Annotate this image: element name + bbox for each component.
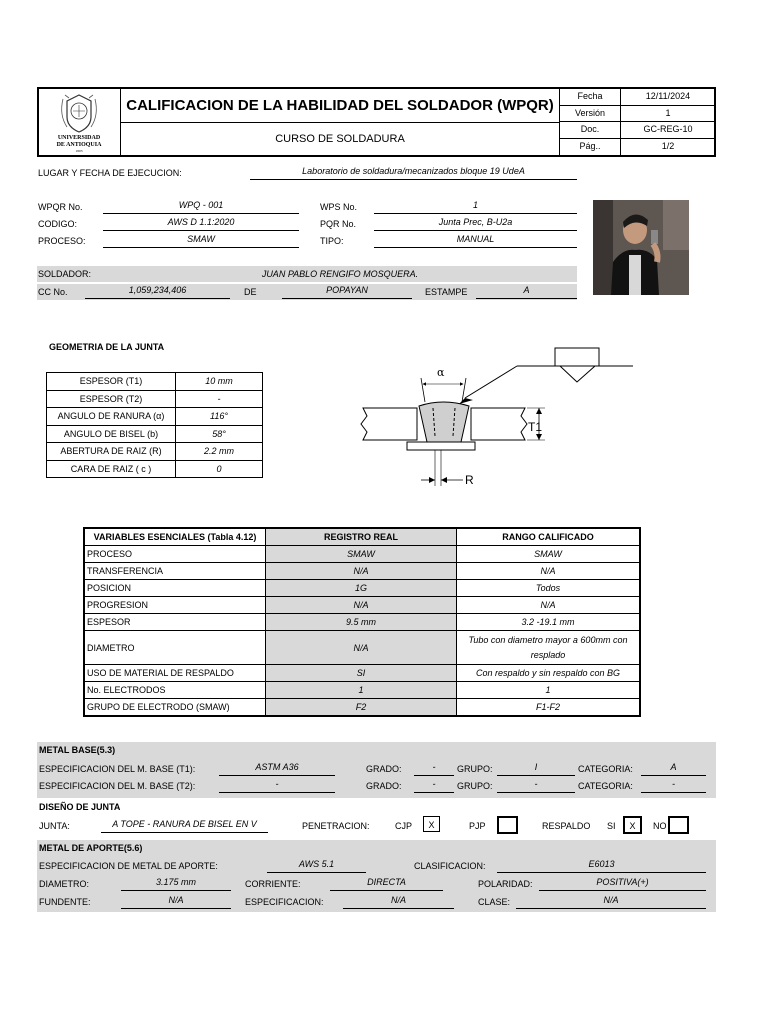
filler-spec-value: AWS 5.1 [267, 859, 366, 873]
variable-range: F1-F2 [457, 699, 641, 717]
seal-icon [62, 95, 97, 132]
cc-label: CC No. [38, 287, 68, 297]
variable-real: N/A [266, 597, 457, 614]
geometry-label: CARA DE RAIZ ( c ) [47, 460, 176, 478]
grupo-label: GRUPO: [457, 764, 493, 774]
grado-label: GRADO: [366, 764, 402, 774]
pjp-checkbox[interactable] [497, 816, 518, 834]
logo-text-line3: 1803 [75, 149, 83, 153]
no-label: NO [653, 821, 667, 831]
geometry-label: ANGULO DE RANURA (α) [47, 408, 176, 426]
meta-label: Doc. [560, 122, 621, 138]
pjp-label: PJP [469, 821, 486, 831]
proceso-value: SMAW [103, 234, 299, 248]
clase-value: N/A [516, 895, 706, 909]
meta-label: Versión [560, 106, 621, 122]
base-spec-value-t2: - [219, 779, 335, 793]
table-row [84, 546, 640, 563]
grado-label: GRADO: [366, 781, 402, 791]
geometry-value: 10 mm [176, 373, 263, 391]
table-row [47, 460, 263, 478]
geometry-value: 0 [176, 460, 263, 478]
person-photo-icon [593, 200, 689, 295]
soldador-value: JUAN PABLO RENGIFO MOSQUERA. [261, 269, 419, 279]
variable-name: USO DE MATERIAL DE RESPALDO [84, 665, 266, 682]
penetracion-label: PENETRACION: [302, 821, 370, 831]
diametro-label: DIAMETRO: [39, 879, 90, 889]
codigo-label: CODIGO: [38, 219, 78, 229]
variable-name: ESPESOR [84, 614, 266, 631]
variable-real: 9.5 mm [266, 614, 457, 631]
pqr-value: Junta Prec, B-U2a [374, 217, 577, 231]
clasificacion-value: E6013 [497, 859, 706, 873]
de-value: POPAYAN [282, 285, 412, 299]
clase-label: CLASE: [478, 897, 511, 907]
meta-row-page [560, 139, 715, 156]
essential-variables-table [83, 527, 641, 717]
variable-real: SI [266, 665, 457, 682]
table-row [84, 631, 640, 665]
page-subtitle: CURSO DE SOLDADURA [275, 133, 405, 145]
table-row [84, 682, 640, 699]
variable-real: N/A [266, 563, 457, 580]
alpha-label: α [437, 366, 445, 379]
location-label: LUGAR Y FECHA DE EJECUCION: [38, 168, 182, 178]
joint-diagram [355, 340, 645, 495]
table-row [47, 408, 263, 426]
codigo-value: AWS D 1.1:2020 [103, 217, 299, 231]
meta-value: GC-REG-10 [643, 124, 693, 134]
geometry-title: GEOMETRIA DE LA JUNTA [49, 342, 165, 352]
junta-value: A TOPE - RANURA DE BISEL EN V [101, 819, 268, 833]
base-spec-value-t1: ASTM A36 [219, 762, 335, 776]
variable-name: DIAMETRO [84, 631, 266, 665]
meta-value: 12/11/2024 [645, 91, 691, 101]
geometry-value: 58° [176, 425, 263, 443]
variable-name: POSICION [84, 580, 266, 597]
variable-range: SMAW [457, 546, 641, 563]
meta-label: Pág.. [560, 139, 621, 156]
variable-name: GRUPO DE ELECTRODO (SMAW) [84, 699, 266, 717]
table-row [47, 443, 263, 461]
geometry-label: ABERTURA DE RAIZ (R) [47, 443, 176, 461]
variable-real: 1 [266, 682, 457, 699]
geometry-table [46, 372, 263, 478]
geometry-label: ESPESOR (T2) [47, 390, 176, 408]
proceso-label: PROCESO: [38, 236, 86, 246]
table-row [84, 597, 640, 614]
variable-range: 3.2 -19.1 mm [457, 614, 641, 631]
t1-label: T1 [528, 420, 543, 434]
variable-real: 1G [266, 580, 457, 597]
table-row [84, 580, 640, 597]
meta-value: 1/2 [661, 140, 675, 151]
table-row [84, 563, 640, 580]
table-row [84, 614, 640, 631]
variable-range: 1 [457, 682, 641, 699]
variable-range: N/A [457, 597, 641, 614]
pqr-label: PQR No. [320, 219, 357, 229]
column-header: RANGO CALIFICADO [457, 528, 641, 546]
tipo-value: MANUAL [374, 234, 577, 248]
grado-value: - [414, 779, 454, 793]
table-row [47, 390, 263, 408]
university-logo [39, 89, 121, 155]
wps-value: 1 [374, 200, 577, 214]
corriente-value: DIRECTA [330, 877, 443, 891]
categoria-label: CATEGORIA: [578, 764, 633, 774]
meta-row-fecha [560, 89, 715, 106]
revision-table [559, 89, 715, 155]
variable-real: N/A [266, 631, 457, 665]
logo-text-line2: DE ANTIOQUIA [56, 142, 102, 148]
page-title: CALIFICACION DE LA HABILIDAD DEL SOLDADOR (WPQR) [121, 89, 559, 123]
no-checkbox[interactable] [668, 816, 689, 834]
cjp-label: CJP [395, 821, 413, 831]
geometry-value: - [176, 390, 263, 408]
table-row [47, 425, 263, 443]
grado-value: - [414, 762, 454, 776]
base-metal-title: METAL BASE(5.3) [39, 745, 116, 755]
geometry-label: ESPESOR (T1) [47, 373, 176, 391]
wpqr-label: WPQR No. [38, 202, 83, 212]
cjp-checkbox[interactable]: X [423, 816, 440, 832]
meta-row-doc [560, 122, 715, 139]
table-row [84, 665, 640, 682]
cc-value: 1,059,234,406 [85, 285, 230, 299]
si-checkbox[interactable]: X [623, 816, 642, 834]
categoria-value: A [641, 762, 706, 776]
wps-label: WPS No. [320, 202, 358, 212]
table-row [84, 699, 640, 717]
grupo-value: I [497, 762, 575, 776]
variable-range: Todos [457, 580, 641, 597]
fundente-label: FUNDENTE: [39, 897, 91, 907]
meta-value: 1 [665, 107, 671, 118]
variable-name: PROCESO [84, 546, 266, 563]
de-label: DE [244, 287, 257, 297]
meta-label: Fecha [560, 89, 621, 105]
filler-spec-label: ESPECIFICACION DE METAL DE APORTE: [39, 861, 218, 871]
meta-row-version [560, 106, 715, 123]
corriente-label: CORRIENTE: [245, 879, 301, 889]
estampe-value: A [476, 285, 577, 299]
si-label: SI [607, 821, 616, 831]
column-header: REGISTRO REAL [266, 528, 457, 546]
geometry-value: 116° [176, 408, 263, 426]
wpqr-value: WPQ - 001 [103, 200, 299, 214]
variable-name: TRANSFERENCIA [84, 563, 266, 580]
variable-range: Con respaldo y sin respaldo con BG [457, 665, 641, 682]
estampe-label: ESTAMPE [425, 287, 468, 297]
grupo-label: GRUPO: [457, 781, 493, 791]
variable-real: SMAW [266, 546, 457, 563]
column-header: VARIABLES ESENCIALES (Tabla 4.12) [84, 528, 266, 546]
variable-real: F2 [266, 699, 457, 717]
polaridad-value: POSITIVA(+) [539, 877, 706, 891]
geometry-label: ANGULO DE BISEL (b) [47, 425, 176, 443]
filler-title: METAL DE APORTE(5.6) [39, 843, 143, 853]
tipo-label: TIPO: [320, 236, 344, 246]
logo-text-line1: UNIVERSIDAD [57, 135, 101, 141]
joint-design-title: DISEÑO DE JUNTA [39, 802, 121, 812]
variable-range: N/A [457, 563, 641, 580]
categoria-label: CATEGORIA: [578, 781, 633, 791]
welder-photo [593, 200, 689, 295]
base-spec-label-t1: ESPECIFICACION DEL M. BASE (T1): [39, 764, 196, 774]
table-header-row [84, 528, 640, 546]
polaridad-label: POLARIDAD: [478, 879, 533, 889]
grupo-value: - [497, 779, 575, 793]
r-label: R [465, 473, 474, 487]
junta-label: JUNTA: [39, 821, 70, 831]
table-row [47, 373, 263, 391]
clasificacion-label: CLASIFICACION: [414, 861, 486, 871]
variable-name: PROGRESION [84, 597, 266, 614]
variable-name: No. ELECTRODOS [84, 682, 266, 699]
especificacion-label: ESPECIFICACION: [245, 897, 324, 907]
variable-range: Tubo con diametro mayor a 600mm con resplado [457, 631, 641, 665]
diametro-value: 3.175 mm [121, 877, 231, 891]
respaldo-label: RESPALDO [542, 821, 591, 831]
geometry-value: 2.2 mm [176, 443, 263, 461]
fundente-value: N/A [121, 895, 231, 909]
categoria-value: - [641, 779, 706, 793]
soldador-label: SOLDADOR: [38, 269, 92, 279]
especificacion-value: N/A [343, 895, 454, 909]
location-value: Laboratorio de soldadura/mecanizados bloque 19 UdeA [250, 166, 577, 180]
document-header [37, 87, 716, 157]
base-spec-label-t2: ESPECIFICACION DEL M. BASE (T2): [39, 781, 196, 791]
